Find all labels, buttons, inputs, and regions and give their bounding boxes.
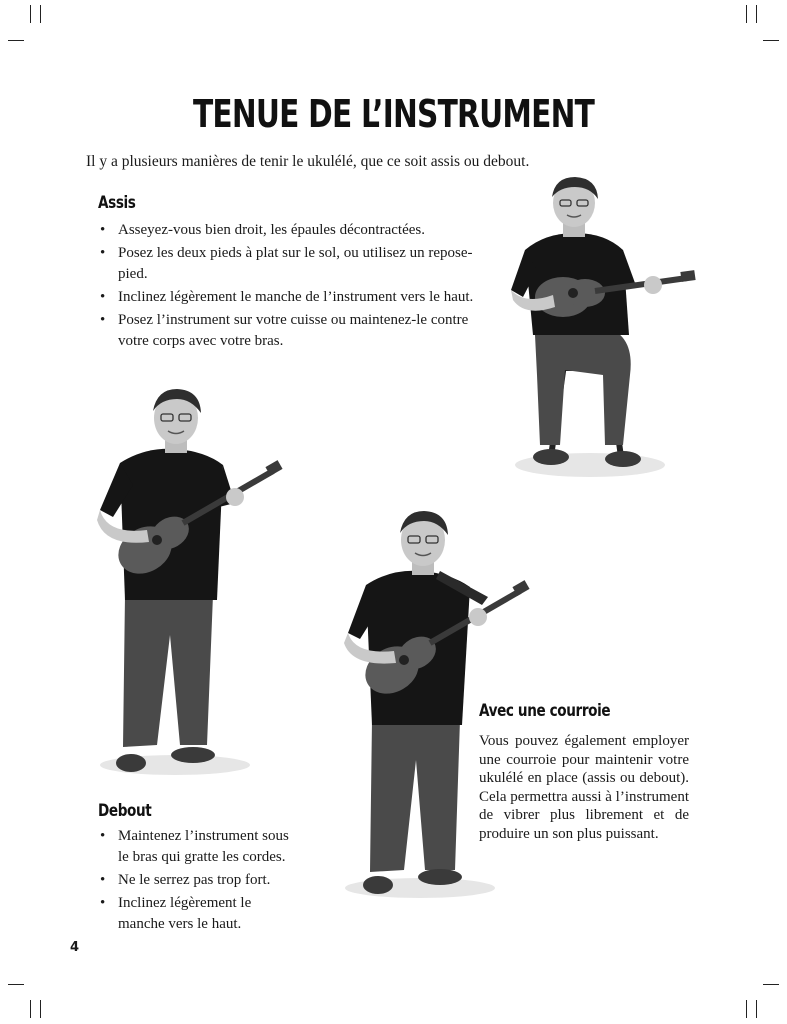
intro-text: Il y a plusieurs manières de tenir le ukulélé, que ce soit assis ou debout. <box>86 153 530 170</box>
list-item: • Ne le serrez pas trop fort. <box>100 870 300 891</box>
section-heading-assis: Assis <box>98 193 136 213</box>
list-item: • Posez l’instrument sur votre cuisse ou maintenez-le contre votre corps avec votre bras. <box>100 310 495 352</box>
list-item: • Maintenez l’instrument sous le bras qui gratte les cordes. <box>100 826 300 868</box>
photo-standing-player <box>95 385 295 780</box>
list-item: • Inclinez légèrement le manche vers le haut. <box>100 893 300 935</box>
courroie-paragraph: Vous pouvez également employer une courroie pour maintenir votre ukulélé en place (assis ou debout). Cela permettra aussi à l’instrument de vibrer plus librement et de produire un son plus puissant. <box>479 733 689 842</box>
list-item: • Asseyez-vous bien droit, les épaules décontractées. <box>100 220 495 241</box>
debout-list <box>100 826 300 937</box>
list-item: • Posez les deux pieds à plat sur le sol, ou utilisez un repose-pied. <box>100 243 495 285</box>
page-title: TENUE DE L’INSTRUMENT <box>192 92 595 136</box>
photo-seated-player <box>505 175 700 485</box>
list-item: • Inclinez légèrement le manche de l’instrument vers le haut. <box>100 287 495 308</box>
section-heading-courroie: Avec une courroie <box>479 701 611 721</box>
section-heading-debout: Debout <box>98 801 152 821</box>
assis-list <box>100 220 495 354</box>
page-number: 4 <box>70 940 80 955</box>
